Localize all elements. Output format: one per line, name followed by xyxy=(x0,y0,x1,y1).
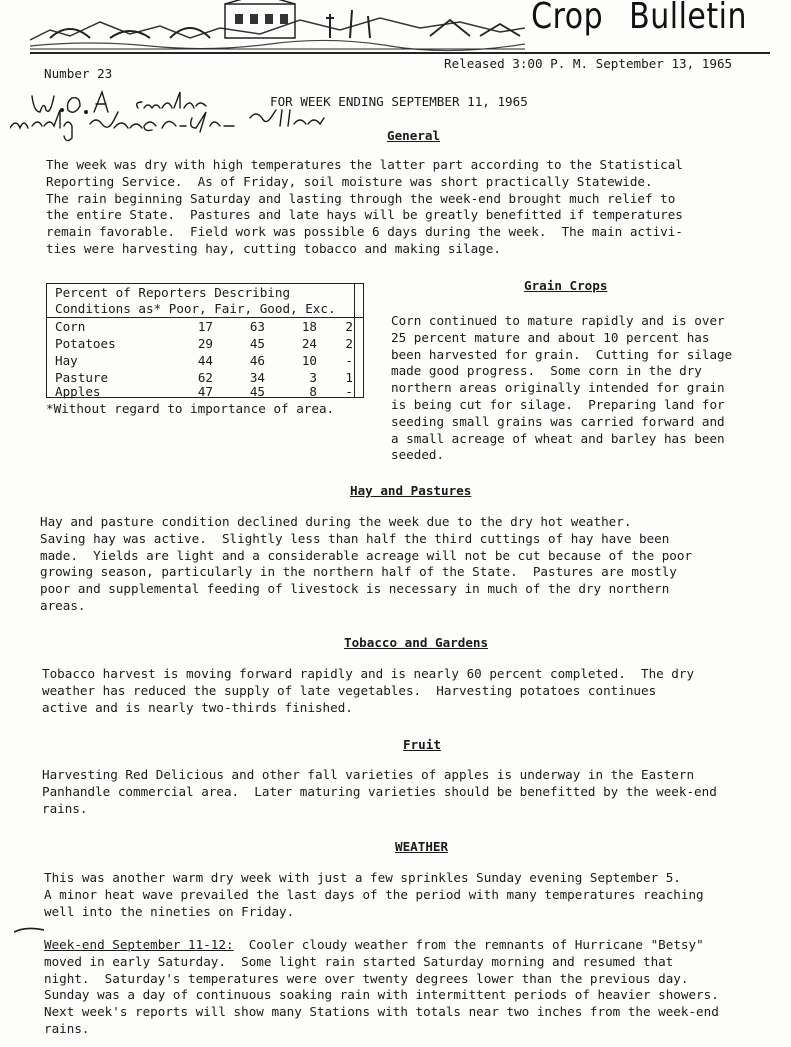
week-ending: FOR WEEK ENDING SEPTEMBER 11, 1965 xyxy=(270,94,528,109)
heading-fruit: Fruit xyxy=(403,737,441,752)
weekend-paragraph: Week-end September 11-12: Cooler cloudy weather from the remnants of Hurricane "Betsy" moved in early Saturday. Some light rain started Saturday morning and resumed that night. Saturday's temperatures were over twenty degrees lower than the previous day. Sunday was a day of continuous soaking rain with intermittent periods of heavier showers. Next week's reports will show many Stations with totals near two inches from the week-end rains. xyxy=(44,937,719,1036)
heading-tobacco-gardens: Tobacco and Gardens xyxy=(344,635,489,650)
table-row: Apples 47 45 8 - xyxy=(55,384,353,399)
heading-weather: WEATHER xyxy=(395,839,449,854)
masthead-illustration xyxy=(30,0,525,52)
table-row: Corn 17 63 18 2 xyxy=(55,319,353,334)
table-header-2: Conditions as* Poor, Fair, Good, Exc. xyxy=(55,301,336,316)
general-paragraph: The week was dry with high temperatures the latter part according to the Statistical Reporting Service. As of Friday, soil moisture was short practically Statewide. The rain beginning Saturday and lasting through the week-end brought much relief to the entire State. Pastures and late hays will be greatly benefitted if temperatures remain favorable. Field work was possible 6 days during the week. The main activi- ties were harvesting hay, cutting tobacco and making silage. xyxy=(46,157,683,256)
table-row: Potatoes 29 45 24 2 xyxy=(55,336,353,351)
conditions-table xyxy=(46,283,364,398)
weather-paragraph: This was another warm dry week with just a few sprinkles Sunday evening September 5. A minor heat wave prevailed the last days of the period with many temperatures reaching well into the nineties on Friday. xyxy=(44,870,704,919)
bulletin-title: Crop Bulletin xyxy=(531,0,747,38)
masthead-rule xyxy=(30,52,770,54)
heading-grain-crops: Grain Crops xyxy=(524,278,608,293)
heading-hay-pastures: Hay and Pastures xyxy=(350,483,472,498)
table-header-1: Percent of Reporters Describing xyxy=(55,285,291,300)
table-row: Pasture 62 34 3 1 xyxy=(55,370,353,385)
heading-general: General xyxy=(387,128,441,143)
issue-number: Number 23 xyxy=(44,66,113,81)
table-footnote: *Without regard to importance of area. xyxy=(46,401,335,416)
table-header-rule xyxy=(47,317,363,318)
handwritten-note xyxy=(10,88,330,168)
fruit-paragraph: Harvesting Red Delicious and other fall varieties of apples is underway in the Eastern Panhandle commercial area. Later maturing varieties should be benefitted by the week-end rains. xyxy=(42,767,717,816)
margin-pen-mark xyxy=(14,926,44,934)
table-row: Hay 44 46 10 - xyxy=(55,353,353,368)
release-time: Released 3:00 P. M. September 13, 1965 xyxy=(444,56,733,71)
weekend-label: Week-end September 11-12: xyxy=(44,937,234,952)
grain-crops-paragraph: Corn continued to mature rapidly and is over 25 percent mature and about 10 percent has been harvested for grain. Cutting for silage made good progress. Some corn in the dry northern areas originally intended for grain is being cut for silage. Preparing land for seeding small grains was carried forward and a small acreage of wheat and barley has been seeded. xyxy=(391,313,733,463)
tobacco-gardens-paragraph: Tobacco harvest is moving forward rapidly and is nearly 60 percent completed. The dry weather has reduced the supply of late vegetables. Harvesting potatoes continues active and is nearly two-thirds finished. xyxy=(42,666,695,715)
hay-pastures-paragraph: Hay and pasture condition declined during the week due to the dry hot weather. Saving hay was active. Slightly less than half the third cuttings of hay have been made. Yields are light and a considerable acreage will not be cut because of the poor growing season, particularly in the northern half of the State. Pastures are mostly poor and supplemental feeding of livestock is necessary in much of the dry northern areas. xyxy=(40,514,693,613)
